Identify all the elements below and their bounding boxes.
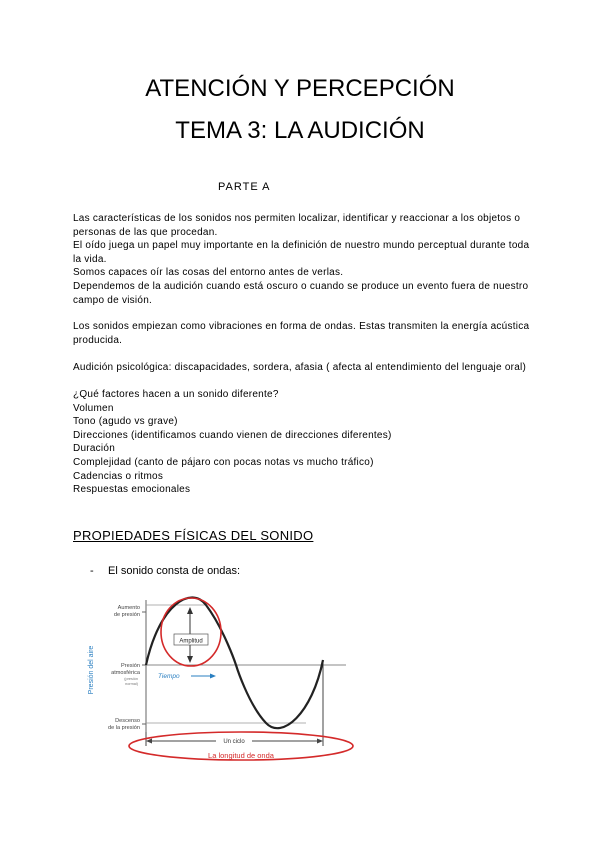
factors-question: ¿Qué factores hacen a un sonido diferente? [73, 389, 279, 400]
atmospheric-pressure-label: atmosférica [111, 670, 140, 676]
low-pressure-label: de la presión [107, 725, 140, 731]
sine-wave [146, 597, 323, 728]
normal-pressure-note: normal) [125, 682, 138, 686]
bullet-dash: - [90, 565, 94, 577]
cycle-label: Un ciclo [223, 739, 245, 745]
intro-line: Dependemos de la audición cuando está oscuro o cuando se produce un evento fuera de nuestro campo de visión. [73, 280, 529, 306]
cycle-arrow-left [146, 739, 152, 744]
psychological-paragraph [73, 361, 533, 375]
factor-item: Complejidad (canto de pájaro con pocas notas vs mucho tráfico) [73, 456, 374, 468]
vibrations-text: Los sonidos empiezan como vibraciones en forma de ondas. Estas transmiten la energía acústica producida. [73, 321, 530, 346]
amplitude-arrow-down [187, 656, 193, 663]
y-axis-title: Presión del aire [88, 645, 95, 695]
factor-item: Duración [73, 443, 116, 455]
amplitude-highlight [161, 598, 221, 666]
time-arrowhead [210, 674, 216, 679]
amplitude-arrow-up [187, 607, 193, 614]
document-title-line2: TEMA 3: LA AUDICIÓN [175, 117, 425, 144]
bullet-text: El sonido consta de ondas: [108, 565, 241, 577]
intro-line: Las características de los sonidos nos permiten localizar, identificar y reaccionar a los objetos o personas de las que procedan. [73, 213, 521, 238]
amplitude-label: Amplitud [179, 638, 203, 645]
high-pressure-label: de presión [113, 612, 140, 618]
vibrations-paragraph [73, 320, 533, 347]
section-heading: PROPIEDADES FÍSICAS DEL SONIDO [73, 528, 314, 543]
cycle-arrow-right [317, 739, 323, 744]
atmospheric-pressure-label: Presión [121, 663, 140, 669]
document-title-line1: ATENCIÓN Y PERCEPCIÓN [145, 75, 455, 102]
normal-pressure-note: (presión [124, 677, 138, 681]
factor-item: Direcciones (identificamos cuando vienen de direcciones diferentes) [73, 429, 392, 441]
intro-line: El oído juega un papel muy importante en la definición de nuestro mundo perceptual durante toda la vida. [73, 240, 530, 265]
factor-item: Tono (agudo vs grave) [73, 416, 178, 428]
bullet-item [90, 565, 240, 577]
sound-wave-diagram [86, 594, 356, 774]
factor-item: Cadencias o ritmos [73, 470, 164, 482]
time-label: Tiempo [158, 673, 180, 680]
part-label: PARTE A [218, 181, 271, 193]
intro-paragraph [73, 212, 533, 307]
psychological-text: Audición psicológica: discapacidades, sordera, afasia ( afecta al entendimiento del lenguaje oral) [73, 362, 527, 373]
wavelength-label: La longitud de onda [208, 751, 274, 760]
factor-item: Respuestas emocionales [73, 484, 191, 496]
low-pressure-label: Descenso [115, 718, 140, 724]
intro-line: Somos capaces oír las cosas del entorno antes de verlas. [73, 267, 344, 279]
factor-item: Volumen [73, 402, 114, 414]
high-pressure-label: Aumento [117, 605, 140, 611]
factors-list [73, 388, 533, 497]
